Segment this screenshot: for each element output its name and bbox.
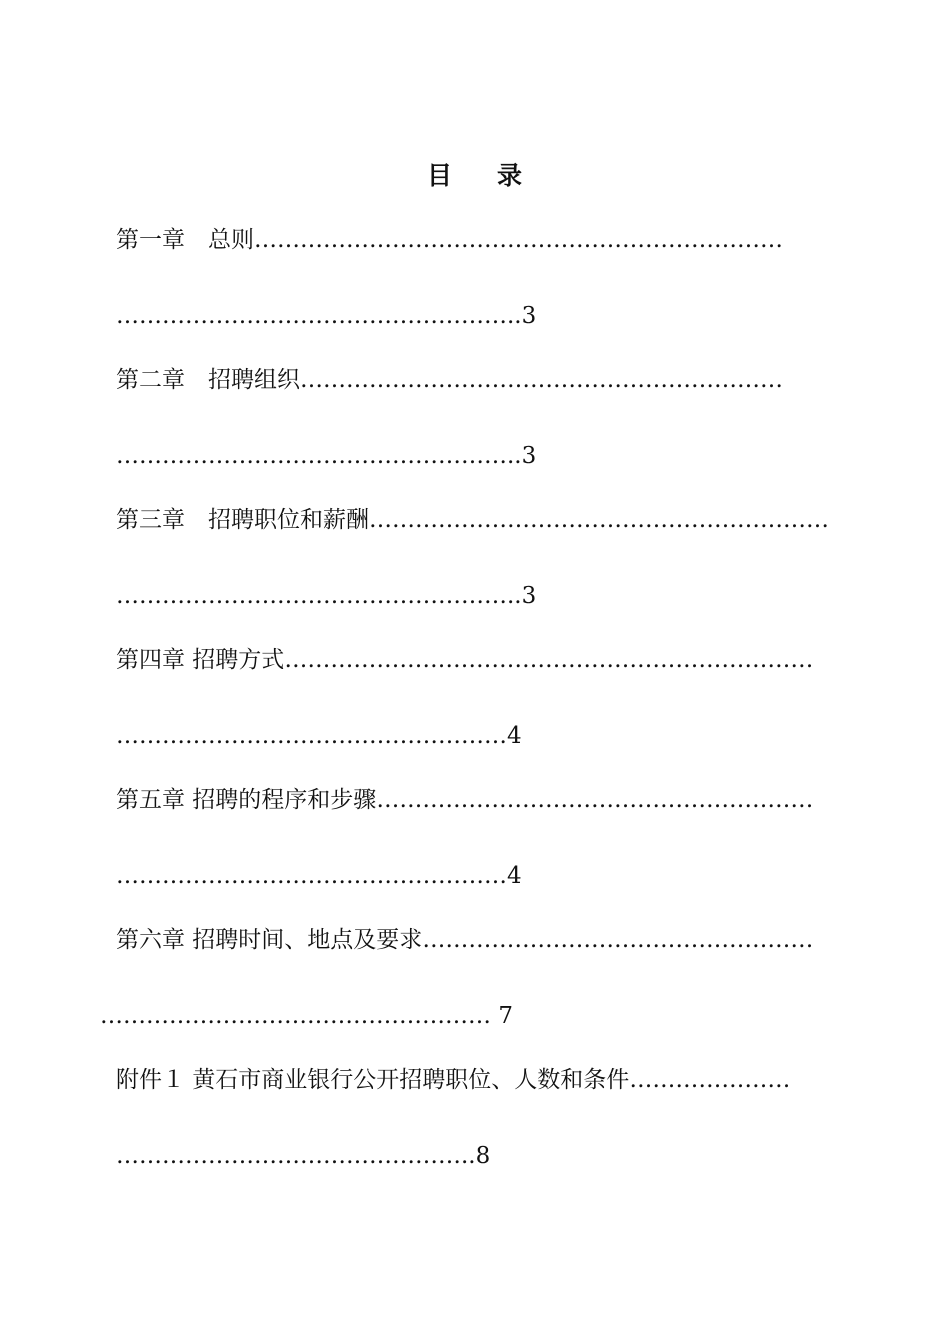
dot-leader: ………………… [629,1067,791,1093]
toc-entry-7-line-2[interactable] [116,1136,490,1176]
dot-leader: …………………………………………… [422,927,814,953]
toc-entry-1-line-2[interactable] [116,296,536,336]
toc-entry-6-line-1[interactable] [116,920,813,960]
toc-page-number: 7 [498,1003,513,1029]
toc-page-number: ..3 [507,583,537,609]
toc-entry-heading: 第六章 招聘时间、地点及要求 [116,927,423,953]
dot-leader: …………………………………………… [116,303,507,329]
toc-entry-2-line-1[interactable] [116,360,783,400]
dot-leader: ……………………………………….. [116,1143,476,1169]
toc-page-number: ..3 [507,443,537,469]
dot-leader: …………………………………………… [100,1003,499,1029]
toc-entry-3-line-2[interactable] [116,576,536,616]
toc-entry-heading: 附件１ 黄石市商业银行公开招聘职位、人数和条件 [116,1067,630,1093]
toc-page-number: ..3 [507,303,537,329]
dot-leader: ………………………………………………… [376,787,814,813]
toc-page-number: 8 [475,1143,491,1169]
toc-entry-heading: 第三章 招聘职位和薪酬 [116,507,369,533]
dot-leader: …………………………………………………………… [284,647,814,673]
toc-entry-6-line-2[interactable] [100,996,513,1036]
toc-entry-1-line-1[interactable] [116,220,783,260]
dot-leader: …………………………………………… [116,723,507,749]
toc-entry-2-line-2[interactable] [116,436,536,476]
toc-entry-4-line-1[interactable] [116,640,813,680]
toc-title-left: 目 [426,161,453,190]
toc-entry-5-line-1[interactable] [116,780,813,820]
toc-entry-heading: 第四章 招聘方式 [116,647,285,673]
toc-page-number: 4 [507,723,522,749]
toc-entry-heading: 第五章 招聘的程序和步骤 [116,787,377,813]
toc-entry-7-line-1[interactable] [116,1060,790,1100]
toc-page-number: 4 [507,863,522,889]
toc-entry-5-line-2[interactable] [116,856,522,896]
toc-title [0,158,950,194]
toc-entry-3-line-1[interactable] [116,500,829,540]
dot-leader: …………………………………………… [116,863,507,889]
dot-leader: …………………………………………………… [369,507,829,533]
toc-entry-heading: 第二章 招聘组织 [116,367,300,393]
dot-leader: …………………………………………… [116,443,507,469]
dot-leader: ……………………………………………………… [300,367,783,393]
toc-title-right: 录 [497,161,524,190]
toc-entry-4-line-2[interactable] [116,716,522,756]
toc-entry-heading: 第一章 总则 [116,227,254,253]
dot-leader: …………………………………………… [116,583,507,609]
dot-leader: …………………………………………………………… [254,227,783,253]
